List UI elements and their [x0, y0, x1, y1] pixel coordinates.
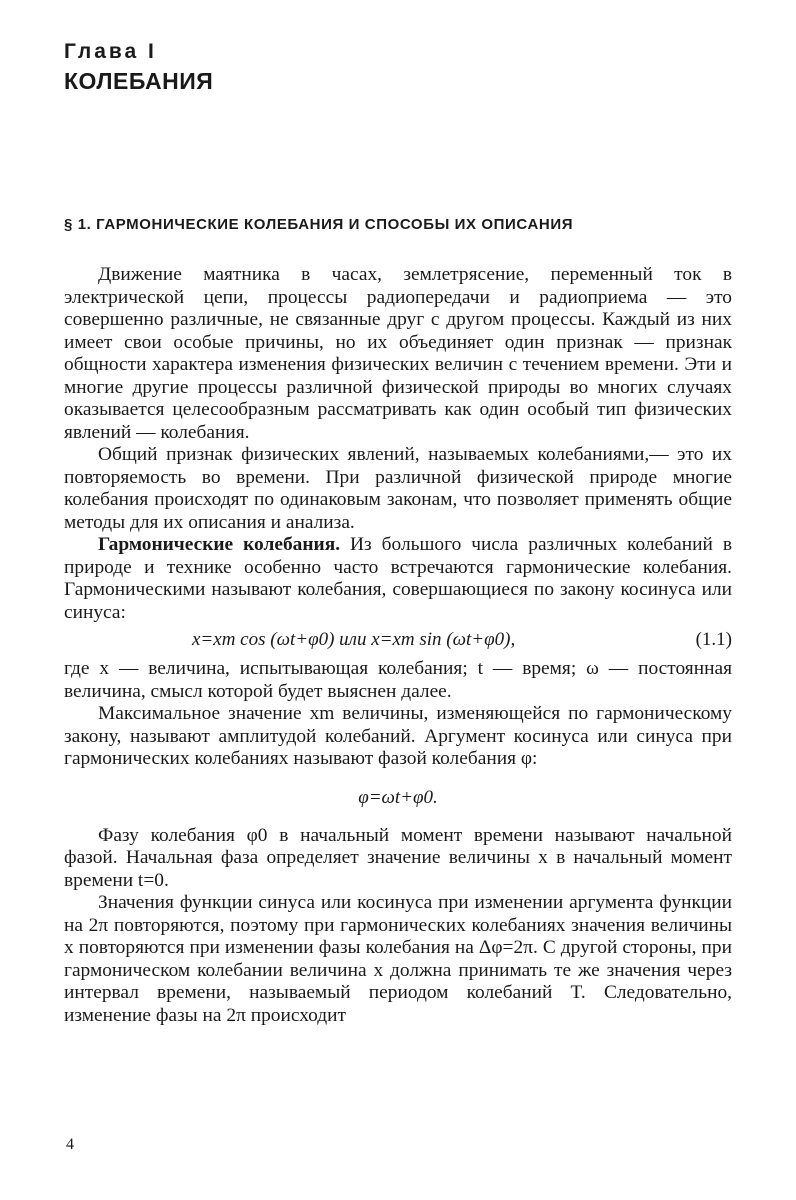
paragraph-2: Общий признак физических явлений, называемых колебаниями,— это их повторяемость во времени. При различной физической природе многие колебания происходят по одинаковым законам, что позволяет применять общие методы для их описания и анализа. — [64, 444, 732, 533]
paragraph-3-lead: Гармонические колебания. — [98, 534, 341, 555]
formula-1-1 — [64, 628, 732, 652]
body-text — [64, 264, 732, 1027]
chapter-label: Глава I — [64, 40, 157, 63]
paragraph-6: Фазу колебания φ0 в начальный момент времени называют начальной фазой. Начальная фаза определяет значение величины x в начальный момент времени t=0. — [64, 824, 732, 891]
paragraph-1: Движение маятника в часах, землетрясение, переменный ток в электрической цепи, процессы радиопередачи и радиоприема — это совершенно различные, не связанные друг с другом процессы. Каждый из них имеет свои особые причины, но их объединяет один признак — признак общности характера изменения физических величин с течением времени. Эти и многие другие процессы различной физической природы во многих случаях оказывается целесообразным рассматривать как один особый тип физических явлений — колебания. — [64, 264, 732, 443]
paragraph-7: Значения функции синуса или косинуса при изменении аргумента функции на 2π повторяются, поэтому при гармонических колебаниях значения величины x повторяются при изменении фазы колебания на Δφ=2π. С другой стороны, при гармоническом колебании величина x должна принимать те же значения через интервал времени, называемый периодом колебаний T. Следовательно, изменение фазы на 2π происходит — [64, 892, 732, 1026]
paragraph-5: Максимальное значение xm величины, изменяющейся по гармоническому закону, называют амплитудой колебаний. Аргумент косинуса или синуса при гармонических колебаниях называют фазой колебания φ: — [64, 703, 732, 769]
formula-phase: φ=ωt+φ0. — [358, 786, 438, 808]
paragraph-3 — [64, 534, 732, 624]
paragraph-3-text: Из большого числа различных колебаний в природе и технике особенно часто встречаются гармонические колебания. Гармоническими называют колебания, совершающиеся по закону косинуса или синуса: — [64, 534, 732, 623]
formula-1-1-expression: x=xm cos (ωt+φ0) или x=xm sin (ωt+φ0), — [192, 629, 516, 650]
paragraph-4: где x — величина, испытывающая колебания; t — время; ω — постоянная величина, смысл которой будет выяснен далее. — [64, 658, 732, 702]
formula-1-1-number: (1.1) — [695, 629, 732, 650]
chapter-title: КОЛЕБАНИЯ — [64, 68, 214, 94]
section-title: § 1. ГАРМОНИЧЕСКИЕ КОЛЕБАНИЯ И СПОСОБЫ ИХ ОПИСАНИЯ — [64, 216, 574, 233]
page-number: 4 — [66, 1136, 74, 1153]
